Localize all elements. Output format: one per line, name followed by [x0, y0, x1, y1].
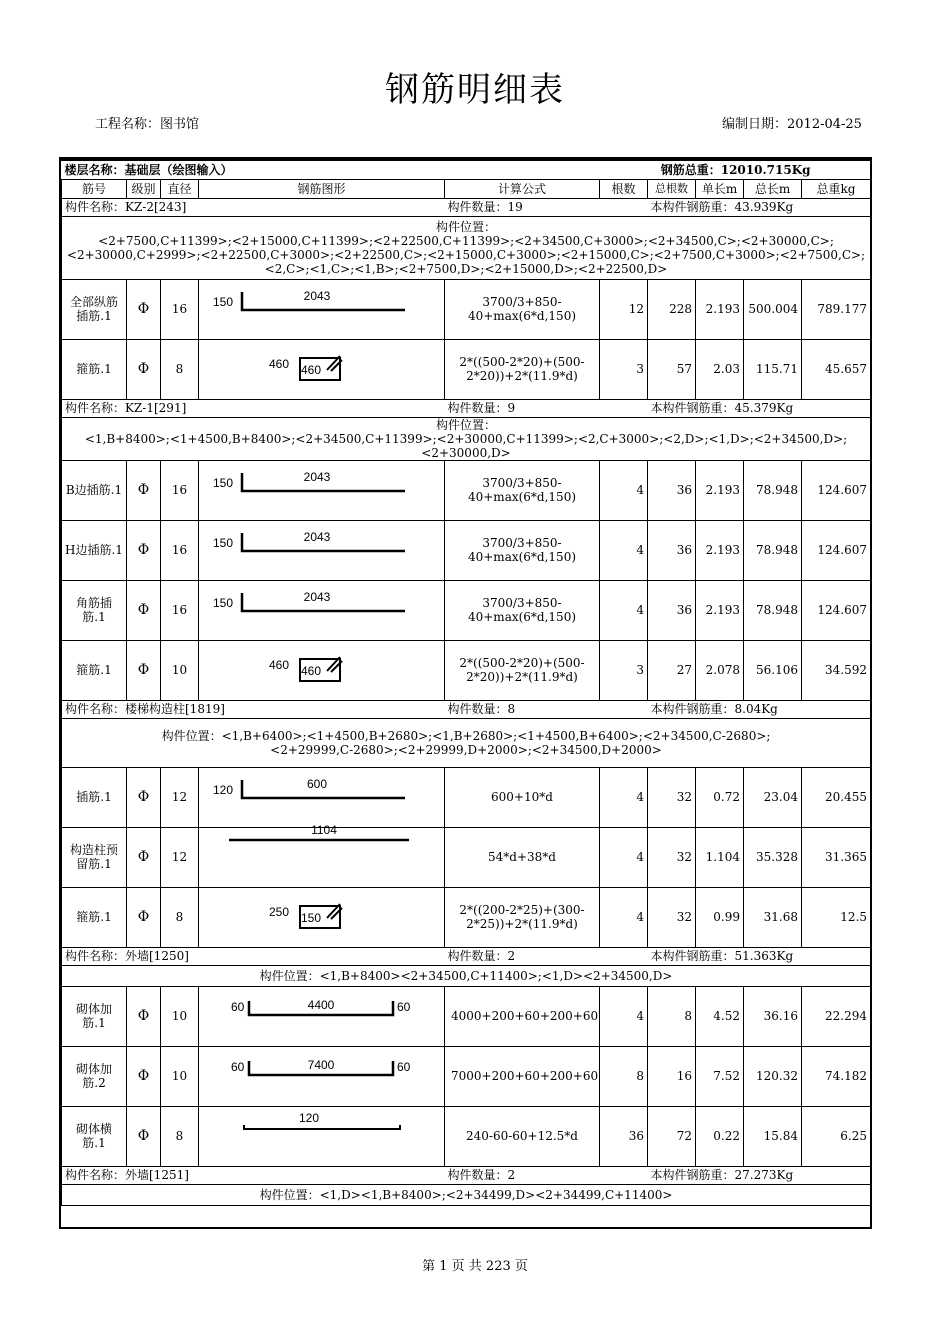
- shape-dimension-label: 460: [268, 357, 290, 371]
- bar-grade: Φ: [127, 460, 161, 520]
- position-label: 构件位置：: [161, 728, 222, 743]
- header-cell: 直径: [161, 179, 199, 198]
- bar-total-length: 115.71: [744, 339, 802, 399]
- component-count: 构件数量：2: [445, 1166, 648, 1184]
- table-row: [62, 640, 871, 700]
- rebar-shape-drawing: [199, 641, 445, 699]
- bar-grade: Φ: [127, 580, 161, 640]
- shape-dimension-label: 150: [213, 536, 234, 550]
- bar-total-count: 36: [648, 520, 696, 580]
- bar-total-length: 120.32: [744, 1046, 802, 1106]
- bar-count: 4: [600, 767, 648, 827]
- page-title: 钢筋明细表: [385, 70, 565, 110]
- table-row: [62, 520, 871, 580]
- bar-unit-length: 2.078: [696, 640, 744, 700]
- bar-shape: [199, 823, 445, 887]
- table-row: [62, 460, 871, 520]
- bar-total-count: 72: [648, 1106, 696, 1166]
- shape-dimension-label: 60: [231, 1000, 245, 1014]
- bar-weight: 124.607: [802, 520, 871, 580]
- shape-dimension-label: 2043: [303, 289, 331, 303]
- bar-diameter: 16: [161, 520, 199, 580]
- header-cell: 计算公式: [445, 179, 600, 198]
- bar-shape: [199, 339, 445, 399]
- table-row: [62, 1106, 871, 1166]
- bar-formula: 3700/3+850-40+max(6*d,150): [445, 279, 600, 339]
- bar-count: 4: [600, 520, 648, 580]
- table-row: [62, 827, 871, 887]
- bar-diameter: 10: [161, 1046, 199, 1106]
- rebar-shape-drawing: [199, 1107, 445, 1165]
- component-name: 构件名称：KZ-2[243]: [62, 198, 445, 216]
- bar-total-length: 15.84: [744, 1106, 802, 1166]
- component-position-row: [62, 216, 871, 279]
- bar-formula: 3700/3+850-40+max(6*d,150): [445, 460, 600, 520]
- bar-name: 箍筋.1: [62, 887, 127, 947]
- component-weight: 本构件钢筋重：27.273Kg: [648, 1166, 871, 1184]
- component-position-row: [62, 1184, 871, 1205]
- component-name-row: [62, 399, 871, 417]
- bar-grade: Φ: [127, 767, 161, 827]
- position-value: <1,D><1,B+8400>;<2+34499,D><2+34499,C+11400>: [319, 1187, 673, 1202]
- shape-dimension-label: 600: [306, 777, 328, 791]
- bar-diameter: 16: [161, 460, 199, 520]
- bar-shape: [199, 767, 445, 827]
- component-position-row: [62, 417, 871, 460]
- rebar-shape-drawing: [199, 461, 445, 519]
- shape-dimension-label: 2043: [303, 470, 331, 484]
- bar-total-count: 16: [648, 1046, 696, 1106]
- bar-total-length: 35.328: [744, 827, 802, 887]
- shape-dimension-label: 2043: [303, 530, 331, 544]
- bar-shape: [199, 580, 445, 640]
- bar-shape: [199, 1046, 445, 1106]
- bar-formula: 3700/3+850-40+max(6*d,150): [445, 520, 600, 580]
- bar-diameter: 8: [161, 339, 199, 399]
- floor-total-weight: 钢筋总重：12010.715Kg: [660, 163, 811, 177]
- shape-dimension-label: 150: [213, 596, 234, 610]
- bar-total-length: 78.948: [744, 520, 802, 580]
- bar-name: 插筋.1: [62, 767, 127, 827]
- rebar-line: [244, 1125, 400, 1129]
- rebar-shape-drawing: [199, 581, 445, 639]
- bar-formula: 2*((500-2*20)+(500-2*20))+2*(11.9*d): [445, 640, 600, 700]
- bar-shape: [199, 887, 445, 947]
- position-label: 构件位置：: [436, 417, 497, 432]
- bar-unit-length: 0.22: [696, 1106, 744, 1166]
- position-value: <1,B+8400>;<1+4500,B+8400>;<2+34500,C+11399>;<2+30000,C+11399>;<2,C+3000>;<2,D>;<1,D>;<2+34500,D>;<2+30000,D>: [84, 431, 848, 460]
- bar-unit-length: 1.104: [696, 827, 744, 887]
- bar-count: 4: [600, 827, 648, 887]
- shape-dimension-label: 120: [213, 783, 234, 797]
- bar-grade: Φ: [127, 1046, 161, 1106]
- bar-weight: 34.592: [802, 640, 871, 700]
- rebar-shape-drawing: [199, 768, 445, 826]
- bar-total-count: 32: [648, 887, 696, 947]
- project-name: 工程名称：图书馆: [95, 117, 200, 132]
- bar-formula: 600+10*d: [445, 767, 600, 827]
- bar-shape: [199, 986, 445, 1046]
- bar-count: 36: [600, 1106, 648, 1166]
- bar-unit-length: 0.72: [696, 767, 744, 827]
- component-weight: 本构件钢筋重：8.04Kg: [648, 700, 871, 718]
- position-value: <1,B+8400><2+34500,C+11400>;<1,D><2+34500,D>: [319, 968, 673, 983]
- bar-shape: [199, 279, 445, 339]
- rebar-shape-drawing: [199, 340, 445, 398]
- position-label: 构件位置：: [259, 1187, 320, 1202]
- component-position-row: [62, 965, 871, 986]
- floor-name: 楼层名称：基础层（绘图输入）: [62, 161, 744, 179]
- bar-count: 8: [600, 1046, 648, 1106]
- table-row: [62, 767, 871, 827]
- bar-unit-length: 2.03: [696, 339, 744, 399]
- bar-total-count: 8: [648, 986, 696, 1046]
- bar-count: 4: [600, 580, 648, 640]
- component-name-row: [62, 198, 871, 216]
- shape-dimension-label: 150: [300, 911, 322, 925]
- bar-grade: Φ: [127, 279, 161, 339]
- bar-count: 3: [600, 339, 648, 399]
- component-name: 构件名称：外墙[1250]: [62, 947, 445, 965]
- rebar-shape-drawing: [199, 987, 445, 1045]
- bar-unit-length: 2.193: [696, 520, 744, 580]
- header-cell: 总根数: [648, 179, 696, 198]
- bar-weight: 22.294: [802, 986, 871, 1046]
- header-cell: 总重kg: [802, 179, 871, 198]
- rebar-detail-table: [61, 161, 871, 1206]
- shape-dimension-label: 1104: [311, 823, 337, 837]
- component-count: 构件数量：9: [445, 399, 648, 417]
- bar-total-count: 32: [648, 827, 696, 887]
- bar-count: 4: [600, 986, 648, 1046]
- bar-total-count: 36: [648, 460, 696, 520]
- shape-dimension-label: 250: [268, 905, 290, 919]
- component-name-row: [62, 700, 871, 718]
- header-cell: 单长m: [696, 179, 744, 198]
- bar-formula: 7000+200+60+200+60: [445, 1046, 600, 1106]
- table-row: [62, 887, 871, 947]
- bar-weight: 31.365: [802, 827, 871, 887]
- bar-total-length: 31.68: [744, 887, 802, 947]
- bar-weight: 20.455: [802, 767, 871, 827]
- shape-dimension-label: 460: [300, 363, 322, 377]
- component-position: [62, 216, 871, 279]
- position-value: <2+7500,C+11399>;<2+15000,C+11399>;<2+22500,C+11399>;<2+34500,C+3000>;<2+34500,C>;<2+30000,C>;<2+30000,C+2999>;<2+22500,C+3000>;<2+22500,C>;<2+15000,C+3000>;<2+15000,C>;<2+7500,C+3000>;<2+7500,C>;<2,C>;<1,C>;<1,B>;<2+7500,D>;<2+15000,D>;<2+22500,D>: [66, 233, 866, 276]
- bar-grade: Φ: [127, 339, 161, 399]
- bar-grade: Φ: [127, 640, 161, 700]
- position-label: 构件位置：: [259, 968, 320, 983]
- component-name-row: [62, 1166, 871, 1184]
- component-name-row: [62, 947, 871, 965]
- bar-diameter: 16: [161, 279, 199, 339]
- component-position: [62, 417, 871, 460]
- component-count: 构件数量：8: [445, 700, 648, 718]
- bar-grade: Φ: [127, 1106, 161, 1166]
- bar-name: 箍筋.1: [62, 640, 127, 700]
- component-position: [62, 1184, 871, 1205]
- bar-name: 构造柱预留筋.1: [62, 827, 127, 887]
- component-weight: 本构件钢筋重：45.379Kg: [648, 399, 871, 417]
- component-count: 构件数量：2: [445, 947, 648, 965]
- bar-diameter: 16: [161, 580, 199, 640]
- bar-diameter: 8: [161, 887, 199, 947]
- bar-weight: 45.657: [802, 339, 871, 399]
- bar-diameter: 8: [161, 1106, 199, 1166]
- bar-weight: 6.25: [802, 1106, 871, 1166]
- bar-total-length: 78.948: [744, 460, 802, 520]
- bar-formula: 54*d+38*d: [445, 827, 600, 887]
- bar-count: 4: [600, 460, 648, 520]
- shape-dimension-label: 60: [397, 1000, 411, 1014]
- bar-formula: 4000+200+60+200+60: [445, 986, 600, 1046]
- shape-dimension-label: 4400: [307, 998, 335, 1012]
- bar-shape: [199, 1106, 445, 1166]
- bar-diameter: 10: [161, 640, 199, 700]
- header-cell: 钢筋图形: [199, 179, 445, 198]
- bar-name: 角筋插筋.1: [62, 580, 127, 640]
- bar-grade: Φ: [127, 986, 161, 1046]
- table-row: [62, 339, 871, 399]
- bar-total-length: 36.16: [744, 986, 802, 1046]
- bar-total-count: 57: [648, 339, 696, 399]
- bar-weight: 12.5: [802, 887, 871, 947]
- header-cell: 筋号: [62, 179, 127, 198]
- rebar-table-frame: [59, 157, 872, 1229]
- bar-weight: 124.607: [802, 460, 871, 520]
- bar-count: 3: [600, 640, 648, 700]
- component-weight: 本构件钢筋重：51.363Kg: [648, 947, 871, 965]
- bar-name: H边插筋.1: [62, 520, 127, 580]
- bar-unit-length: 2.193: [696, 279, 744, 339]
- table-row: [62, 580, 871, 640]
- table-row: [62, 1046, 871, 1106]
- rebar-shape-drawing: [199, 888, 445, 946]
- bar-diameter: 12: [161, 827, 199, 887]
- bar-formula: 3700/3+850-40+max(6*d,150): [445, 580, 600, 640]
- bar-grade: Φ: [127, 827, 161, 887]
- bar-name: 砌体加筋.1: [62, 986, 127, 1046]
- bar-unit-length: 7.52: [696, 1046, 744, 1106]
- bar-name: 砌体加筋.2: [62, 1046, 127, 1106]
- rebar-shape-drawing: [199, 823, 445, 886]
- shape-dimension-label: 2043: [303, 590, 331, 604]
- bar-name: 砌体横筋.1: [62, 1106, 127, 1166]
- bar-count: 12: [600, 279, 648, 339]
- bar-total-count: 228: [648, 279, 696, 339]
- table-row: [62, 279, 871, 339]
- bar-total-count: 27: [648, 640, 696, 700]
- bar-total-count: 36: [648, 580, 696, 640]
- bar-count: 4: [600, 887, 648, 947]
- position-label: 构件位置：: [436, 219, 497, 234]
- bar-weight: 74.182: [802, 1046, 871, 1106]
- bar-unit-length: 4.52: [696, 986, 744, 1046]
- bar-diameter: 12: [161, 767, 199, 827]
- bar-name: 箍筋.1: [62, 339, 127, 399]
- shape-dimension-label: 60: [231, 1060, 245, 1074]
- bar-shape: [199, 640, 445, 700]
- header-cell: 总长m: [744, 179, 802, 198]
- shape-dimension-label: 150: [213, 476, 234, 490]
- shape-dimension-label: 7400: [307, 1058, 335, 1072]
- bar-shape: [199, 520, 445, 580]
- rebar-shape-drawing: [199, 521, 445, 579]
- component-count: 构件数量：19: [445, 198, 648, 216]
- bar-total-count: 32: [648, 767, 696, 827]
- page-footer: 第 1 页 共 223 页: [422, 1259, 528, 1274]
- bar-total-length: 56.106: [744, 640, 802, 700]
- bar-grade: Φ: [127, 520, 161, 580]
- bar-grade: Φ: [127, 887, 161, 947]
- component-weight: 本构件钢筋重：43.939Kg: [648, 198, 871, 216]
- component-name: 构件名称：楼梯构造柱[1819]: [62, 700, 445, 718]
- bar-formula: 240-60-60+12.5*d: [445, 1106, 600, 1166]
- bar-weight: 124.607: [802, 580, 871, 640]
- bar-diameter: 10: [161, 986, 199, 1046]
- component-name: 构件名称：KZ-1[291]: [62, 399, 445, 417]
- shape-dimension-label: 120: [298, 1111, 320, 1125]
- bar-formula: 2*((200-2*25)+(300-2*25))+2*(11.9*d): [445, 887, 600, 947]
- bar-name: B边插筋.1: [62, 460, 127, 520]
- component-position-row: [62, 718, 871, 767]
- component-name: 构件名称：外墙[1251]: [62, 1166, 445, 1184]
- bar-total-length: 23.04: [744, 767, 802, 827]
- table-header: [62, 179, 871, 198]
- header-cell: 根数: [600, 179, 648, 198]
- rebar-shape-drawing: [199, 1047, 445, 1105]
- bar-shape: [199, 460, 445, 520]
- bar-total-length: 500.004: [744, 279, 802, 339]
- header-cell: 级别: [127, 179, 161, 198]
- bar-total-length: 78.948: [744, 580, 802, 640]
- bar-unit-length: 2.193: [696, 460, 744, 520]
- shape-dimension-label: 460: [300, 664, 322, 678]
- component-position: [62, 965, 871, 986]
- shape-dimension-label: 60: [397, 1060, 411, 1074]
- bar-weight: 789.177: [802, 279, 871, 339]
- bar-unit-length: 2.193: [696, 580, 744, 640]
- position-value: <1,B+6400>;<1+4500,B+2680>;<1,B+2680>;<1+4500,B+6400>;<2+34500,C-2680>;<2+29999,C-2680>;<2+29999,D+2000>;<2+34500,D+2000>: [221, 728, 771, 757]
- table-row: [62, 986, 871, 1046]
- shape-dimension-label: 460: [268, 658, 290, 672]
- bar-name: 全部纵筋插筋.1: [62, 279, 127, 339]
- shape-dimension-label: 150: [213, 295, 234, 309]
- bar-unit-length: 0.99: [696, 887, 744, 947]
- bar-formula: 2*((500-2*20)+(500-2*20))+2*(11.9*d): [445, 339, 600, 399]
- component-position: [62, 718, 871, 767]
- compile-date: 编制日期：2012-04-25: [722, 117, 862, 132]
- rebar-shape-drawing: [199, 280, 445, 338]
